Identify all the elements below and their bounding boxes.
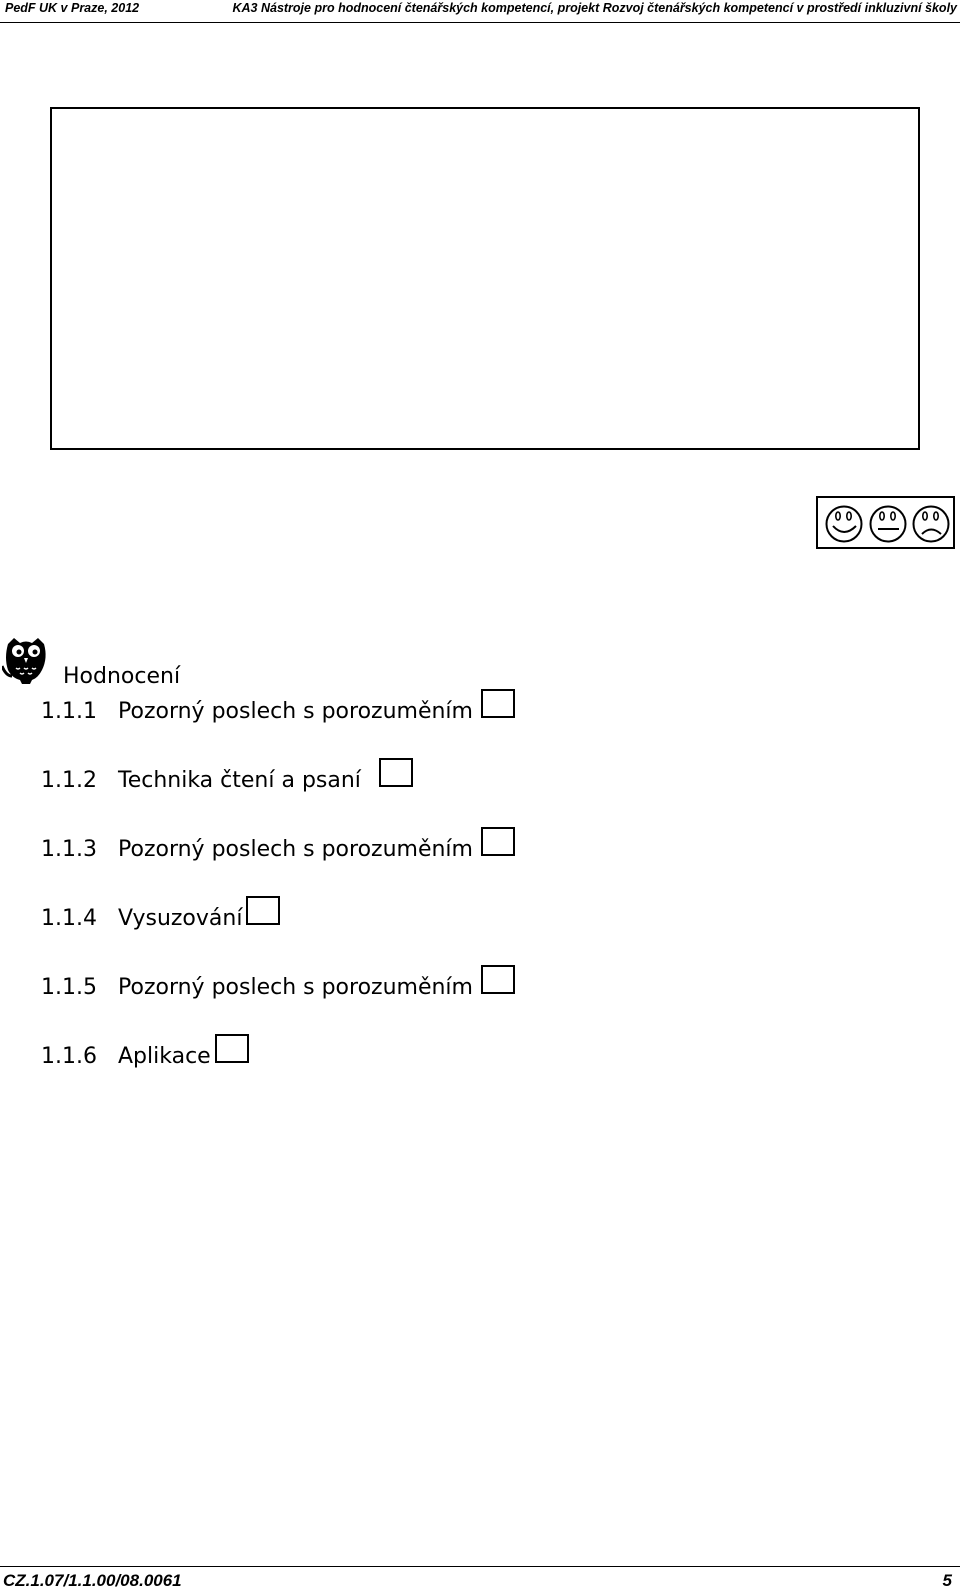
page-header — [0, 0, 960, 23]
evaluation-item-number: 1.1.3 — [41, 837, 97, 862]
neutral-face-icon[interactable] — [871, 507, 906, 542]
evaluation-item-label: Pozorný poslech s porozuměním — [118, 975, 473, 1000]
evaluation-item — [41, 897, 280, 931]
smiling-face-icon[interactable] — [827, 507, 862, 542]
evaluation-item-label: Aplikace — [118, 1044, 211, 1069]
evaluation-item-number: 1.1.5 — [41, 975, 97, 1000]
evaluation-item-number: 1.1.4 — [41, 906, 97, 931]
evaluation-item — [41, 1035, 249, 1069]
frowning-face-icon[interactable] — [914, 507, 949, 542]
evaluation-checkbox[interactable] — [481, 965, 515, 994]
evaluation-item-number: 1.1.2 — [41, 768, 97, 793]
evaluation-item — [41, 966, 515, 1000]
header-institution: PedF UK v Praze, 2012 — [5, 1, 140, 15]
evaluation-checkbox[interactable] — [379, 758, 413, 787]
evaluation-item-label: Pozorný poslech s porozuměním — [118, 699, 473, 724]
evaluation-item-label: Pozorný poslech s porozuměním — [118, 837, 473, 862]
page-number: 5 — [942, 1571, 952, 1590]
rating-box — [816, 496, 955, 549]
answer-box[interactable] — [50, 107, 920, 450]
evaluation-title: Hodnocení — [63, 664, 181, 689]
evaluation-item-label: Vysuzování — [118, 906, 243, 931]
footer-project-code: CZ.1.07/1.1.00/08.0061 — [3, 1571, 182, 1590]
evaluation-checkbox[interactable] — [246, 896, 280, 925]
evaluation-item — [41, 828, 515, 862]
evaluation-item-number: 1.1.6 — [41, 1044, 97, 1069]
rating-faces — [818, 498, 957, 551]
evaluation-checkbox[interactable] — [481, 689, 515, 718]
evaluation-item — [41, 690, 515, 724]
header-project-title: KA3 Nástroje pro hodnocení čtenářských kompetencí, projekt Rozvoj čtenářských kompetencí v prostředí inkluzivní školy — [232, 1, 957, 15]
owl-icon — [2, 636, 50, 684]
evaluation-item-number: 1.1.1 — [41, 699, 97, 724]
evaluation-checkbox[interactable] — [481, 827, 515, 856]
page-footer — [0, 1566, 960, 1594]
evaluation-item — [41, 759, 413, 793]
evaluation-checkbox[interactable] — [215, 1034, 249, 1063]
evaluation-item-label: Technika čtení a psaní — [118, 768, 361, 793]
